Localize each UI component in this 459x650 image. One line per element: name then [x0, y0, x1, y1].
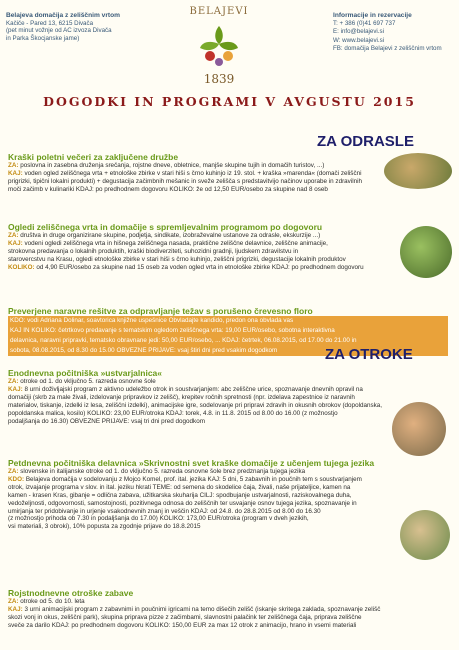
event-line: KAJ IN KOLIKO: četrtkovo predavanje s tematskim ogledom zeliščnega vrta: 19,00 EUR/osebo, sobotna interaktivna [8, 326, 448, 336]
event-line: ZA: slovenske in italijanske otroke od 1. do vključno 5. razreda osnovne šole brez predznanja tujega jezika [8, 468, 306, 475]
event-line: ZA: društva in druge organizirane skupine, podjetja, sindikate, izobraževalne ustanove za odrasle, ekskurzije ...) [8, 232, 321, 239]
event-line: moči začimb v kulinariki KDAJ: po predhodnem dogovoru KOLIKO: že od 12,50 EUR/osebo za skupine nad 8 oseb [8, 185, 328, 193]
event-line: KDO: vodi Adriana Dolinar, soavtorica knjižne uspešnice Obvladajte kandido, predon ona obvlada vas [8, 316, 448, 326]
event-line: KOLIKO: od 4,90 EUR/osebo za skupine nad 15 oseb za voden ogled vrta in etnološke zbirke KDAJ: po predhodnem dogovoru [8, 263, 364, 271]
logo [186, 6, 252, 88]
event-line: domačiji (skrb za male živali, izdelovanje pripravkov iz zelišč), krepitev ročnih spretnosti (npr. izdelava zapestnice iz naravnih [8, 393, 355, 401]
herb-photo [400, 226, 452, 278]
event-line: popoldanska malica, kosilo) KOLIKO: 23,00 EUR/otroka KDAJ: torek, 4.8. in 11.8. 2015 od 8.00 do 16.00 (z možnostjo [8, 409, 338, 417]
event-block [8, 458, 396, 531]
address-line: (pet minut vožnje od AC izvoza Divača [6, 27, 112, 35]
contact-info [333, 12, 451, 53]
event-details [8, 598, 448, 630]
page-title: DOGODKI IN PROGRAMI V AVGUSTU 2015 [43, 94, 416, 109]
email-link[interactable]: E: info@belajevi.si [333, 28, 384, 36]
event-details [8, 162, 383, 194]
event-line: delavnica, naravni pripravki, tematsko obravnane jedi: 50,00 EUR/osebo, ... KDAJ: četrtek, 06.08.2015, od 17.00 do 21.00 in [8, 336, 448, 346]
event-title[interactable]: Enodnevna počitniška »ustvarjalnica« [8, 368, 163, 378]
event-line: KAJ: 8 urni doživljajski program z aktivno udeležbo otrok in soustvarjanjem: abc zeliščne urice, spoznavanje dnevnih opravil na [8, 385, 363, 393]
event-line: kamen - krasen Kras, gibanje = odlična zabava, užitkarska skuharija CILJ: spodbujanje ustvarjalnosti, raziskovalnega duha, [8, 491, 352, 499]
event-line: KAJ: voden ogled zeliščnega vrta + etnološke zbirke v stari hiši s črno kuhinjo iz 19. stol. + kraška »marenda« (domači zeliščni [8, 169, 362, 177]
web-link[interactable]: W: www.belajevi.si [333, 36, 385, 44]
event-block [8, 368, 388, 425]
event-line: KAJ: 3 urni animacijski program z zabavnimi in poučnimi igricami na temo dišečih zelišč (iskanje skritega zaklada, spoznavanje zelišč [8, 605, 381, 613]
event-line: ZA: otroke od 5. do 10. leta [8, 598, 85, 605]
kids-photo [392, 402, 446, 456]
event-details [8, 378, 388, 425]
event-title[interactable]: Petdnevna počitniška delavnica »Skrivnostni svet kraške domačije z učenjem tujega jezika [8, 458, 375, 468]
activity-photo [400, 510, 450, 560]
event-title[interactable]: Preverjene naravne rešitve za odpravljanje težav s porušeno črevesno floro [8, 306, 313, 316]
info-title: Informacije in rezervacije [333, 12, 412, 19]
phone-text: T: + 386 (0)41 697 737 [333, 20, 396, 28]
farm-name: Belajeva domačija z zeliščnim vrtom [6, 12, 120, 19]
event-line: KAJ: vodeni ogledi zeliščnega vrta in hišnega zeliščnega nasada, praktične zeliščne delavnice, zeliščne animacije, [8, 239, 328, 247]
header [0, 0, 459, 95]
logo-text: BELAJEVI [189, 6, 249, 17]
food-photo [384, 153, 452, 189]
event-details [8, 468, 396, 531]
address-line: in Parka Škocjanske jame) [6, 34, 80, 42]
event-block [8, 152, 383, 194]
event-line: ZA: poslovna in zasebna druženja srečanja, rojstne dneve, obletnice, manjše skupine tujih in domačih turistov, ...) [8, 162, 325, 169]
event-line: podaljšanja do 16.30) OBVEZNE PRIJAVE: vsaj tri dni pred dogodkom [8, 417, 205, 425]
event-line: sobota, 08.08.2015, od 8.30 do 15.00 OBVEZNE PRIJAVE: vsaj štiri dni pred vsakim dogodkom [8, 346, 448, 356]
event-line: prigrizki, tipični lokalni produkti) + degustacija začimbnih mešanic in sveže zelišča s predstavitvijo načinov uporabe in zdravilnih [8, 177, 363, 185]
event-title[interactable]: Rojstnodnevne otroške zabave [8, 588, 134, 598]
event-line: starovercstvu na Krasu, ogledi etnološke zbirke v stari hiši s črno kuhinjo, zeliščni prigrizki, degustacije lokalnih produktov [8, 255, 346, 263]
event-line: vedoželjnosti, odgovornosti, samostojnosti, pozitivnega odnosa do zeliščnih ter usvajanje osnov tujega jezika, spoznavanje in [8, 499, 357, 507]
event-block [8, 222, 398, 272]
facebook-link[interactable]: FB: domačija Belajevi z zeliščnim vrtom [333, 44, 442, 52]
event-line: ZA: otroke od 1. do vključno 5. razreda osnovne šole [8, 378, 156, 385]
event-line: vsi materiali, 3 obroki), 10% popusta za zgodnje prijave do 18.8.2015 [8, 523, 201, 531]
section-adults-heading: ZA ODRASLE [317, 133, 414, 150]
section-kids-heading: ZA OTROKE [325, 346, 413, 363]
event-block [8, 588, 448, 630]
event-line: sveče za darilo KDAJ: po predhodnem dogovoru KOLIKO: 150,00 EUR za max 12 otrok z animacijo, hrano in vsemi materiali [8, 621, 357, 629]
contact-address [6, 12, 176, 42]
event-line: umirjanja ter pridobivanje in urjenje vsakodnevnih znanj in veščin KDAJ: od 24.8. do 28.8.2015 od 8.00 do 16.30 [8, 507, 321, 515]
event-title[interactable]: Ogledi zeliščnega vrta in domačije s spremljevalnim programom po dogovoru [8, 222, 323, 232]
event-details [8, 232, 398, 272]
event-line: materialov, tiskanje, izdelki iz lesa, zeliščni izdelki), animacijske igre, sodelovanje pri pripravi zdravih in okusnih obrokov (dopoldanska, [8, 401, 383, 409]
event-line: (z možnostjo prihoda ob 7.30 in podaljšanja do 17.00) KOLIKO: 173,00 EUR/otroka (program v dveh jezikih, [8, 515, 309, 523]
leaf-logo-icon [194, 18, 244, 70]
address-line: Kačiče - Pared 13, 6215 Divača [6, 19, 94, 27]
event-line: strokovna predavanja o lokalnih produktih, kraški biodiverziteti, suhozidni gradnji, ljudskem zdravilstvu in [8, 247, 299, 255]
logo-year: 1839 [203, 72, 235, 86]
event-line: otrok, izvajanje programa v slov. in ital. jeziku hkrati TEME: od semena do skodelice čaja, živali, naše prijateljice, kamen na [8, 483, 351, 491]
event-line: KDO: Belajeva domačija v sodelovanju z Mojco Komel, prof. ital. jezika KAJ: 5 dni, 5 zabavnih in poučnih tem s soustvarjanjem [8, 475, 362, 483]
event-title[interactable]: Kraški poletni večeri za zaključene družbe [8, 152, 179, 162]
event-line: skozi vonj in okus, zeliščni park), skupina priprava pizze z začimbami, slavnostni palačink ter zeliščnega čaja, priprava zeliščne [8, 613, 362, 621]
